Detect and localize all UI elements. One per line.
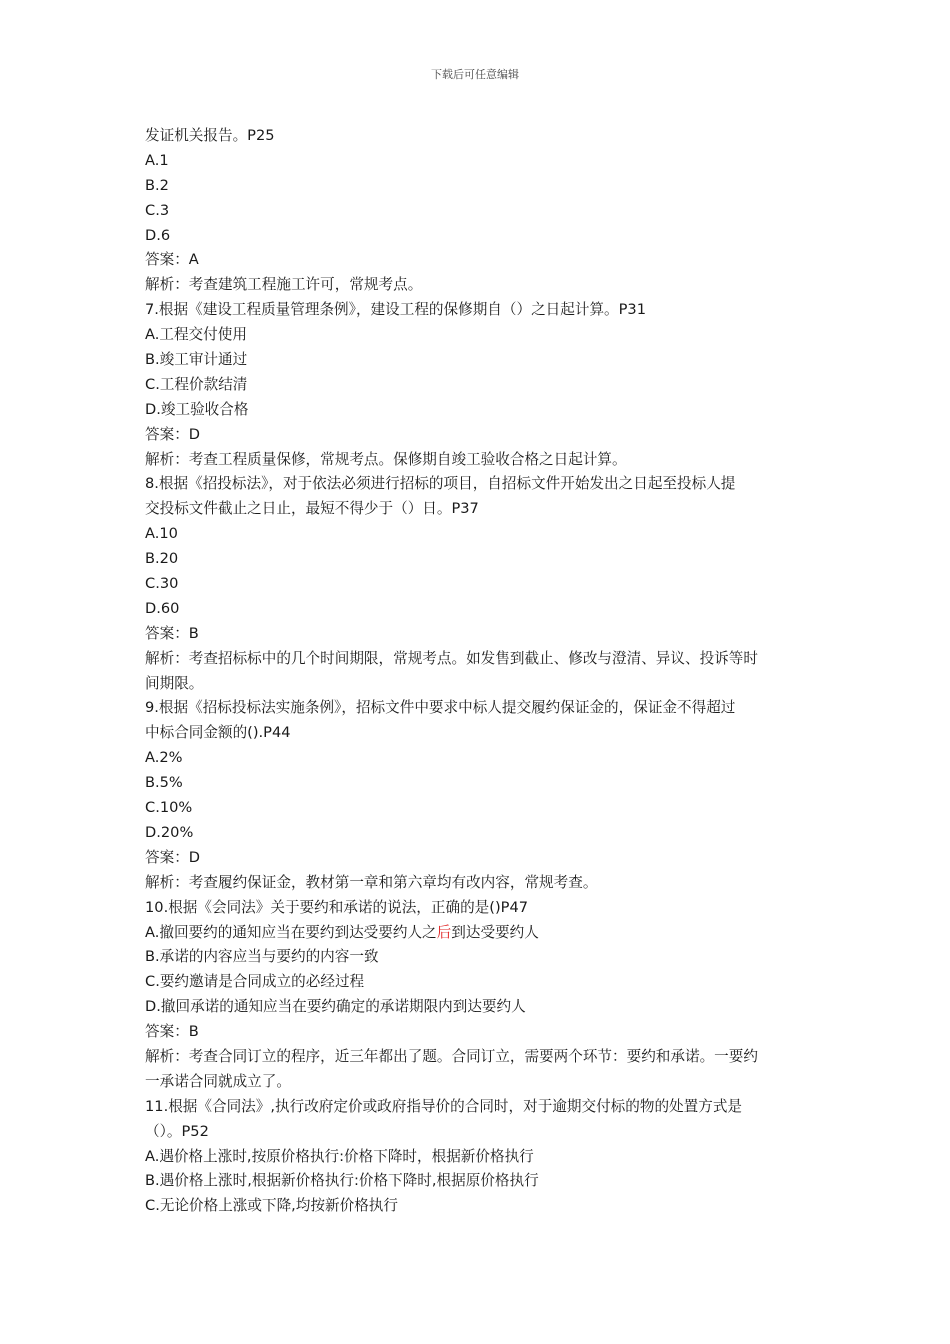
answer-line: 答案：D [145,848,201,866]
question-line: 8.根据《招投标法》，对于依法必须进行招标的项目，自招标文件开始发出之日起至投标人提 [145,475,736,493]
option-line: C.工程价款结清 [145,375,248,393]
option-line: B.2 [145,176,169,194]
question-line: （）。P52 [145,1122,209,1140]
text-line: 发证机关报告。P25 [145,127,275,144]
option-line: D.6 [145,226,171,244]
option-line: D.撤回承诺的通知应当在要约确定的承诺期限内到达要约人 [145,998,526,1016]
answer-line: 答案：B [145,1023,199,1041]
answer-line: 答案：D [145,425,201,443]
option-line: B.5% [145,774,183,792]
option-line: A.1 [145,151,169,169]
option-line: C.无论价格上涨或下降,均按新价格执行 [145,1197,398,1215]
analysis-line: 解析：考查合同订立的程序，近三年都出了题。合同订立，需要两个环节：要约和承诺。一要约 [145,1047,758,1065]
option-line: A.10 [145,525,178,543]
answer-line: 答案：A [145,251,199,269]
option-line: B.20 [145,550,179,568]
option-line: B.承诺的内容应当与要约的内容一致 [145,948,379,966]
highlighted-char: 后 [436,923,452,941]
question-line: 中标合同金额的().P44 [145,724,291,742]
analysis-line: 间期限。 [145,674,204,692]
question-line: 7.根据《建设工程质量管理条例》，建设工程的保修期自（）之日起计算。P31 [145,301,646,319]
option-line: C.3 [145,201,170,219]
analysis-line: 解析：考查工程质量保修，常规考点。保修期自竣工验收合格之日起计算。 [145,450,627,468]
option-text: A.撤回要约的通知应当在要约到达受要约人之 [145,923,437,941]
option-line: B.竣工审计通过 [145,351,248,369]
option-line: A.2% [145,749,183,767]
option-line: D.20% [145,823,194,841]
question-line: 11.根据《合同法》,执行改府定价或政府指导价的合同时，对于逾期交付标的物的处置方式是 [145,1097,743,1115]
option-line: C.要约邀请是合同成立的必经过程 [145,973,365,991]
question-line: 9.根据《招标投标法实施条例》，招标文件中要求中标人提交履约保证金的，保证金不得超过 [145,699,736,717]
analysis-line: 一承诺合同就成立了。 [145,1072,291,1090]
option-line: C.10% [145,799,193,817]
option-text: 到达受要约人 [451,923,539,941]
option-line: D.60 [145,599,180,617]
analysis-line: 解析：考查招标标中的几个时间期限，常规考点。如发售到截止、修改与澄清、异议、投诉等时 [145,649,758,667]
analysis-line: 解析：考查建筑工程施工许可，常规考点。 [145,276,423,294]
analysis-line: 解析：考查履约保证金，教材第一章和第六章均有改内容，常规考查。 [145,873,598,891]
option-line: A.遇价格上涨时,按原价格执行:价格下降时，根据新价格执行 [145,1147,534,1165]
document-body [145,124,810,1219]
option-line: B.遇价格上涨时,根据新价格执行:价格下降时,根据原价格执行 [145,1172,539,1190]
option-line: D.竣工验收合格 [145,400,249,418]
option-line [145,921,810,946]
answer-line: 答案：B [145,624,199,642]
option-line: C.30 [145,575,179,593]
option-line: A.工程交付使用 [145,326,247,344]
question-line: 10.根据《会同法》关于要约和承诺的说法，正确的是()P47 [145,898,529,916]
page-header: 下载后可任意编辑 [431,68,519,81]
question-line: 交投标文件截止之日止，最短不得少于（）日。P37 [145,500,479,518]
